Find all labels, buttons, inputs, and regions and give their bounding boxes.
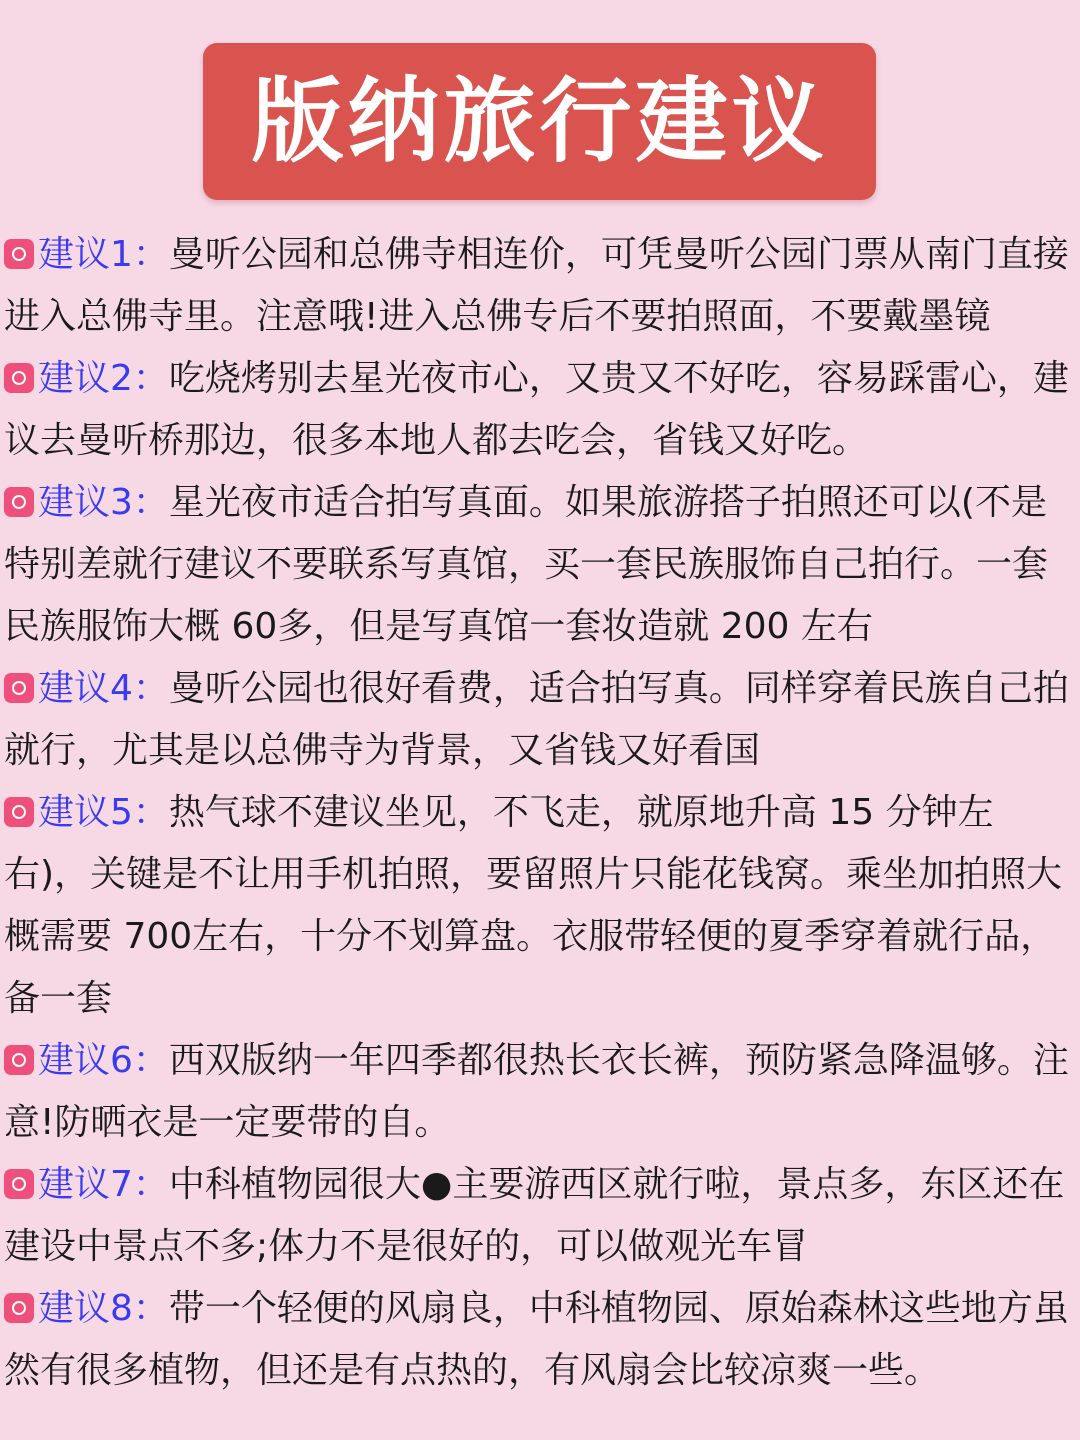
tip-text: 中科植物园很大●主要游西区就行啦，景点多，东区还在建设中景点不多;体力不是很好的，可以做观光车冒	[4, 1164, 1065, 1267]
tip-item-2	[4, 348, 1072, 472]
tip-label: 建议5：	[38, 792, 169, 833]
tip-text: 星光夜市适合拍写真面。如果旅游搭子拍照还可以(不是特别差就行建议不要联系写真馆，买一套民族服饰自己拍行。一套民族服饰大概 60多，但是写真馆一套妆造就 200 左右	[4, 482, 1049, 647]
tip-item-7	[4, 1154, 1072, 1278]
tip-text: 西双版纳一年四季都很热长衣长裤，预防紧急降温够。注意!防晒衣是一定要带的自。	[4, 1040, 1069, 1143]
tip-label: 建议1：	[38, 234, 169, 275]
record-button-icon	[4, 1045, 34, 1075]
title-banner	[203, 43, 876, 200]
record-button-icon	[4, 797, 34, 827]
tip-label: 建议4：	[38, 668, 169, 709]
tip-text: 热气球不建议坐见，不飞走，就原地升高 15 分钟左右)，关键是不让用手机拍照，要留照片只能花钱窝。乘坐加拍照大概需要 700左右，十分不划算盘。衣服带轻便的夏季穿着就行品，备一套	[4, 792, 1063, 1019]
tip-item-1	[4, 224, 1072, 348]
tips-list	[4, 224, 1072, 1402]
tip-label: 建议2：	[38, 358, 169, 399]
tip-label: 建议3：	[38, 482, 169, 523]
tip-text: 曼听公园和总佛寺相连价，可凭曼听公园门票从南门直接进入总佛寺里。注意哦!进入总佛专后不要拍照面，不要戴墨镜	[4, 234, 1069, 337]
record-button-icon	[4, 673, 34, 703]
tip-text: 带一个轻便的风扇良，中科植物园、原始森林这些地方虽然有很多植物，但还是有点热的，有风扇会比较凉爽一些。	[4, 1288, 1069, 1391]
tip-item-6	[4, 1030, 1072, 1154]
tip-label: 建议7：	[38, 1164, 169, 1205]
tip-label: 建议8：	[38, 1288, 169, 1329]
tip-item-4	[4, 658, 1072, 782]
tip-item-5	[4, 782, 1072, 1030]
record-button-icon	[4, 1169, 34, 1199]
tip-item-8	[4, 1278, 1072, 1402]
tip-text: 吃烧烤别去星光夜市心，又贵又不好吃，容易踩雷心，建议去曼听桥那边，很多本地人都去吃会，省钱又好吃。	[4, 358, 1069, 461]
record-button-icon	[4, 487, 34, 517]
record-button-icon	[4, 363, 34, 393]
tip-text: 曼听公园也很好看费，适合拍写真。同样穿着民族自己拍就行，尤其是以总佛寺为背景，又省钱又好看国	[4, 668, 1069, 771]
tip-item-3	[4, 472, 1072, 658]
record-button-icon	[4, 239, 34, 269]
tip-label: 建议6：	[38, 1040, 169, 1081]
page-title: 版纳旅行建议	[251, 67, 828, 175]
record-button-icon	[4, 1293, 34, 1323]
